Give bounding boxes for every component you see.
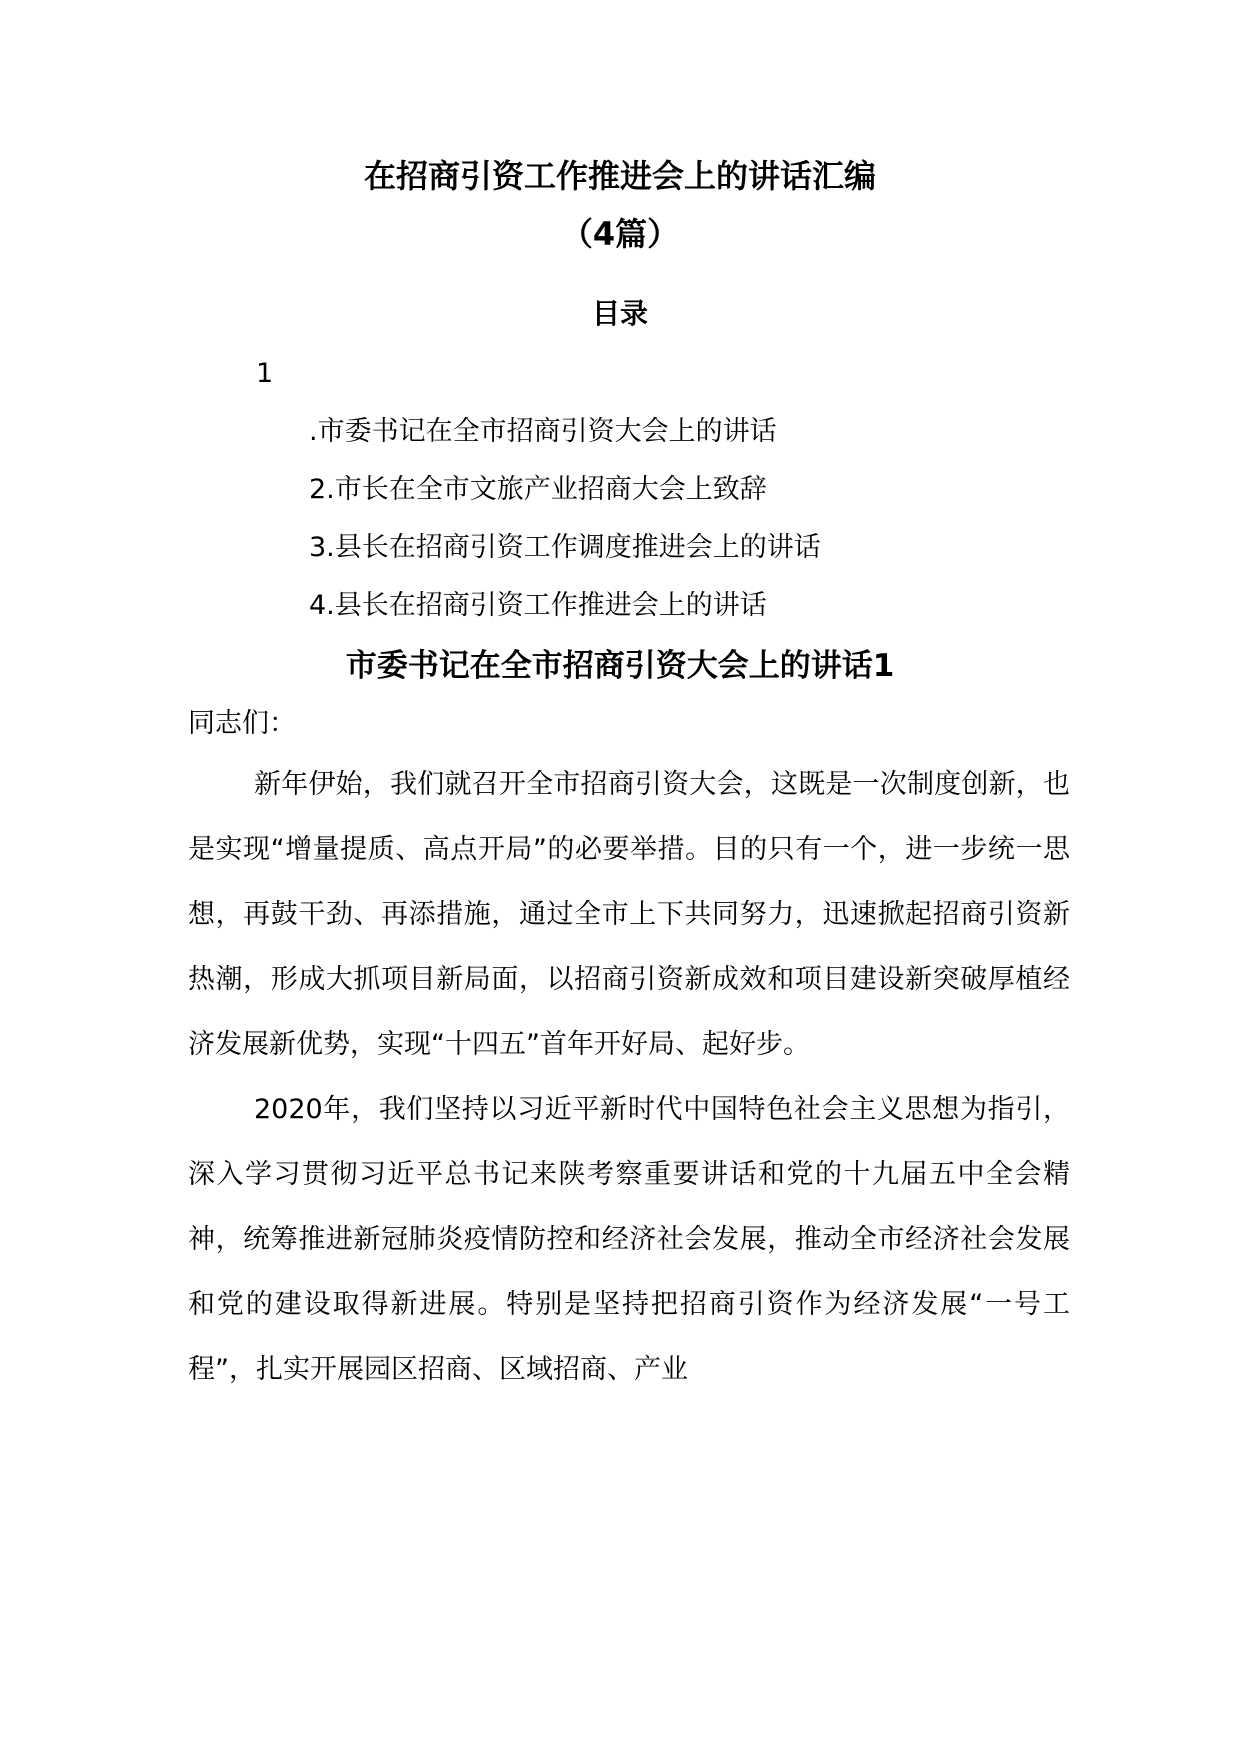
document-title: 在招商引资工作推进会上的讲话汇编: [363, 157, 876, 195]
salutation: 同志们：: [188, 708, 296, 739]
document-subtitle: （4篇）: [560, 215, 680, 253]
speech-title: 市委书记在全市招商引资大会上的讲话1: [345, 648, 895, 684]
toc-item: 3.县长在招商引资工作调度推进会上的讲话: [309, 532, 821, 563]
toc-item: 4.县长在招商引资工作推进会上的讲话: [309, 590, 767, 621]
toc-heading: 目录: [591, 297, 648, 330]
speech-body: [188, 752, 1070, 1402]
toc-item: 2.市长在全市文旅产业招商大会上致辞: [309, 474, 767, 505]
toc-number: 1: [256, 358, 274, 389]
toc-item: .市委书记在全市招商引资大会上的讲话: [309, 416, 777, 447]
body-paragraph: 2020年，我们坚持以习近平新时代中国特色社会主义思想为指引，深入学习贯彻习近平总书记来陕考察重要讲话和党的十九届五中全会精神，统筹推进新冠肺炎疫情防控和经济社会发展，推动全市经济社会发展和党的建设取得新进展。特别是坚持把招商引资作为经济发展“一号工程”，扎实开展园区招商、区域招商、产业: [188, 1094, 1070, 1385]
body-paragraph: 新年伊始，我们就召开全市招商引资大会，这既是一次制度创新，也是实现“增量提质、高点开局”的必要举措。目的只有一个，进一步统一思想，再鼓干劲、再添措施，通过全市上下共同努力，迅速掀起招商引资新热潮，形成大抓项目新局面，以招商引资新成效和项目建设新突破厚植经济发展新优势，实现“十四五”首年开好局、起好步。: [188, 769, 1070, 1060]
